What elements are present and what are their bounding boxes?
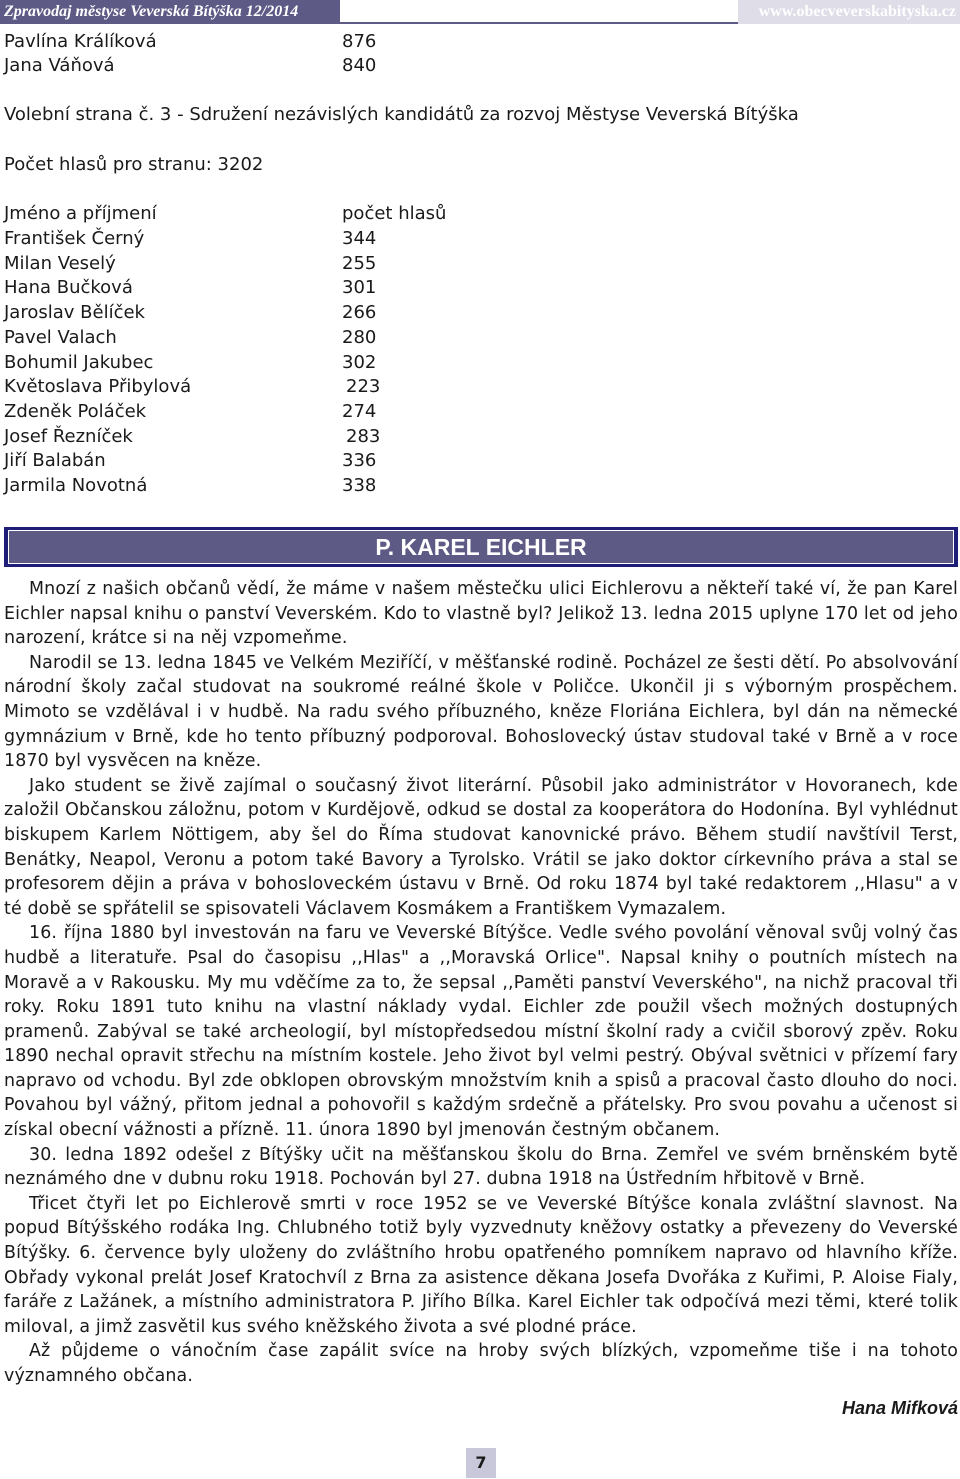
candidate-votes: 338 <box>342 475 377 496</box>
candidate-name: Jiří Balabán <box>4 450 106 472</box>
candidate-name: Jaroslav Bělíček <box>4 302 145 324</box>
article-body <box>4 577 958 1389</box>
candidate-votes: 344 <box>342 228 377 249</box>
article-paragraph: Narodil se 13. ledna 1845 ve Velkém Meziříčí, v měšťanské rodině. Pocházel ze šesti dětí. Po absolvování národní školy začal studovat na soukromé reálné škole v Poličce. Ukončil ji s výborným prospěchem. Mimoto se vzdělával i v hudbě. Na radu svého příbuzného, kněze Floriána Eichlera, byl dán na německé gymnázium v Brně, kde ho tento příbuzný podporoval. Bohoslovecký ústav studoval také v Brně a v roce 1870 byl vysvěcen na kněze. <box>4 652 958 772</box>
candidate-votes: 280 <box>342 326 377 348</box>
candidate-votes: 223 <box>346 376 381 398</box>
page-number: 7 <box>466 1448 496 1478</box>
candidate-votes: 266 <box>342 302 377 324</box>
column-header-name: Jméno a příjmení <box>4 203 157 224</box>
article-paragraph: Jako student se živě zajímal o současný život literární. Působil jako administrátor v Hovoranech, kde založil Občanskou záložnu, potom v Kurdějově, odkud se dostal za kooperátora do Hodonína. Byl vyhlédnut biskupem Karlem Nöttigem, aby šel do Říma studovat kanovnické právo. Během studií navštívil Terst, Benátky, Neapol, Veronu a potom také Bavory a Tyrolsko. Vrátil se jako doktor církevního práva a stal se profesorem dějin a práva v bohosloveckém ústavu v Brně. Od roku 1874 byl také redaktorem ,,Hlasu" a v té době se spřátelil se spisovateli Václavem Kosmákem a Františkem Vymazalem. <box>4 775 958 919</box>
article-author: Hana Mifková <box>841 1398 958 1418</box>
candidate-name: František Černý <box>4 228 145 249</box>
candidate-name: Pavlína Králíková <box>4 31 157 52</box>
party-total: Počet hlasů pro stranu: 3202 <box>4 154 264 175</box>
candidate-votes: 840 <box>342 55 377 76</box>
candidate-name: Milan Veselý <box>4 252 116 274</box>
candidate-votes: 301 <box>342 277 377 299</box>
candidate-votes: 336 <box>342 450 377 472</box>
candidate-name: Bohumil Jakubec <box>4 351 154 373</box>
party-heading: Volební strana č. 3 - Sdružení nezávislých kandidátů za rozvoj Městyse Veverská Bítýška <box>4 104 799 125</box>
newsletter-title: Zpravodaj městyse Veverská Bítýška 12/2014 <box>0 0 340 24</box>
article-paragraph: Mnozí z našich občanů vědí, že máme v našem městečku ulici Eichlerovu a někteří také ví, že pan Karel Eichler napsal knihu o panství Veverském. Kdo to vlastně byl? Jelikož 13. ledna 2015 uplyne 170 let od jeho narození, krátce si na něj vzpomeňme. <box>4 579 958 649</box>
article-paragraph: Až půjdeme o vánočním čase zapálit svíce na hroby svých blízkých, vzpomeňme tiše i na tohoto významného občana. <box>4 1341 958 1386</box>
header-divider <box>340 22 740 24</box>
article-paragraph: Třicet čtyři let po Eichlerově smrti v roce 1952 se ve Veverské Bítýšce konala zvláštní slavnost. Na popud Bítýšského rodáka Ing. Chlubného totiž byly vyzvednuty kněžovy ostatky a převezeny do Veverské Bítýšky. 6. července byly uloženy do zvláštního hrobu opatřeného pomníkem napravo od hlavního kříže. Obřady vykonal prelát Josef Kratochvíl z Brna za asistence děkana Josefa Dvořáka z Kuřimi, P. Aloise Fialy, faráře z Lažánek, a místního administratora P. Jiřího Bílka. Karel Eichler tak odpočívá mezi těmi, které tolik miloval, a jimž zasvětil kus svého kněžského života a své plodné práce. <box>4 1193 958 1337</box>
candidate-name: Pavel Valach <box>4 326 117 348</box>
website-url: www.obecveverskabityska.cz <box>738 0 960 24</box>
article-paragraph: 30. ledna 1892 odešel z Bítýšky učit na měšťanskou školu do Brna. Zemřel ve svém brněnském bytě neznámého dne v dubnu roku 1918. Pochován byl 27. dubna 1918 na Ústředním hřbitově v Brně. <box>4 1144 958 1190</box>
candidate-name: Josef Řezníček <box>4 425 133 447</box>
candidate-votes: 274 <box>342 400 377 422</box>
column-header-votes: počet hlasů <box>342 203 447 224</box>
candidate-votes: 255 <box>342 252 377 274</box>
page-header <box>0 0 960 24</box>
article-title: P. KAREL EICHLER <box>8 530 954 564</box>
candidate-name: Květoslava Přibylová <box>4 376 192 398</box>
candidate-name: Jana Váňová <box>4 55 115 76</box>
candidate-votes: 302 <box>342 351 377 373</box>
article-banner <box>4 527 958 567</box>
candidate-name: Zdeněk Poláček <box>4 400 147 422</box>
candidate-votes: 283 <box>346 425 381 447</box>
candidate-votes: 876 <box>342 31 377 52</box>
article-paragraph: 16. října 1880 byl investován na faru ve Veverské Bítýšce. Vedle svého povolání věnoval svůj volný čas hudbě a literatuře. Psal do časopisu ,,Hlas" a ,,Moravská Orlice". Napsal knihy o poutních místech na Moravě a v Rakousku. My mu vděčíme za to, že sepsal ,,Paměti panství Veverského", na nichž pracoval tři roky. Roku 1891 tuto knihu na vlastní náklady vydal. Eichler zde použil všech možných dostupných pramenů. Zabýval se také archeologií, byl místopředsedou místní školní rady a cvičil sborový zpěv. Roku 1890 nechal opravit střechu na místním kostele. Jeho život byl velmi pestrý. Obýval světnici v přízemí fary napravo od vchodu. Byl zde obklopen obrovským množstvím knih a spisů a pracoval často dlouho do noci. Povahou byl vážný, přitom jednal a pohovořil s každým srdečně a přátelsky. Pro svou povahu a učenost si získal obecní vážnosti a přízně. 11. února 1890 byl jmenován čestným občanem. <box>4 923 958 1141</box>
candidate-name: Jarmila Novotná <box>4 475 148 496</box>
candidate-name: Hana Bučková <box>4 277 133 299</box>
